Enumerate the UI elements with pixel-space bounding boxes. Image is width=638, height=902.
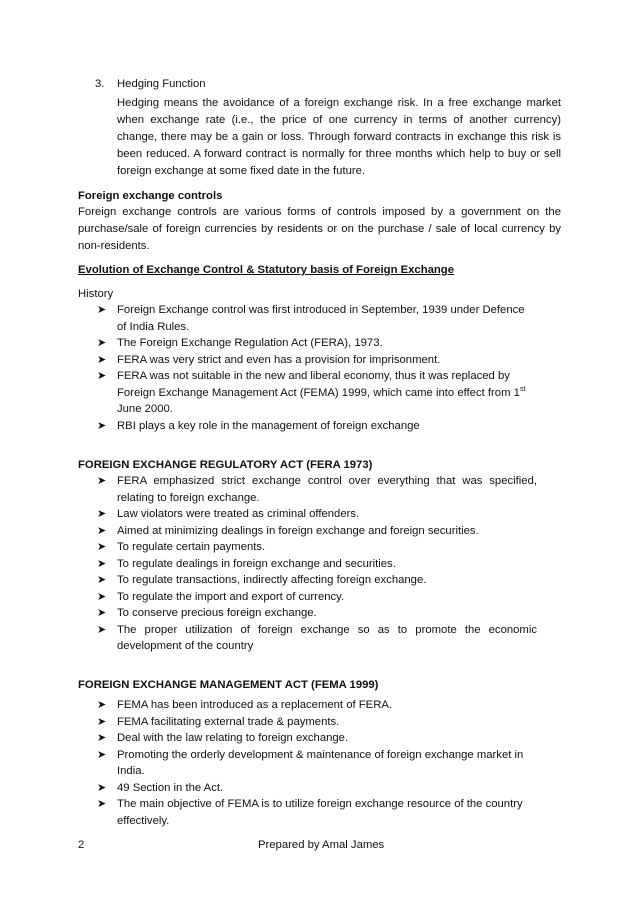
history-list — [97, 302, 537, 434]
arrow-bullet-icon: ➤ — [97, 732, 107, 744]
arrow-bullet-icon: ➤ — [97, 508, 107, 520]
list-item: ➤ Law violators were treated as criminal offenders. — [97, 506, 537, 523]
arrow-bullet-icon: ➤ — [97, 524, 107, 537]
arrow-bullet-icon: ➤ — [97, 541, 107, 553]
history-label: History — [78, 288, 114, 300]
item-number: 3. — [95, 78, 105, 90]
list-item: ➤ To regulate dealings in foreign exchange and securities. — [97, 556, 537, 573]
fera-heading: FOREIGN EXCHANGE REGULATORY ACT (FERA 1973) — [78, 459, 373, 471]
list-item: ➤ To regulate transactions, indirectly affecting foreign exchange. — [97, 572, 537, 589]
arrow-bullet-icon: ➤ — [97, 781, 107, 794]
list-item: ➤ Aimed at minimizing dealings in foreign exchange and foreign securities. — [97, 523, 537, 540]
arrow-bullet-icon: ➤ — [97, 748, 107, 761]
arrow-bullet-icon: ➤ — [97, 590, 107, 603]
arrow-bullet-icon: ➤ — [97, 304, 107, 316]
arrow-bullet-icon: ➤ — [97, 715, 107, 728]
list-item: ➤ To regulate the import and export of currency. — [97, 589, 537, 606]
effective-date: 1st June 2000. — [117, 385, 526, 415]
list-item: ➤ The main objective of FEMA is to utilize foreign exchange resource of the country effectively. — [97, 798, 523, 827]
controls-text: Foreign exchange controls are various forms of controls imposed by a government on the purchase/sale of foreign currencies by residents or on the purchase / sale of local currency by non-residents. — [78, 206, 561, 252]
list-item: ➤ FEMA has been introduced as a replacement of FERA. — [97, 697, 537, 714]
arrow-bullet-icon: ➤ — [97, 419, 107, 432]
arrow-bullet-icon: ➤ — [97, 607, 107, 619]
hedging-text: Hedging means the avoidance of a foreign exchange risk. In a free exchange market when exchange rate (i.e., the price of one currency in terms of another currency) change, there may be a gain or loss. Through forward contracts in exchange this risk is been reduced. A forward contract is normally for three months which help to buy or sell foreign exchange at some fixed date in the future. — [117, 97, 561, 177]
list-item: ➤ FERA emphasized strict exchange control over everything that was specified, relating to foreign exchange. — [97, 475, 537, 504]
arrow-bullet-icon: ➤ — [97, 798, 107, 810]
fema-list — [97, 697, 537, 829]
fema-heading: FOREIGN EXCHANGE MANAGEMENT ACT (FEMA 1999) — [78, 679, 379, 691]
arrow-bullet-icon: ➤ — [97, 557, 107, 570]
arrow-bullet-icon: ➤ — [97, 370, 107, 382]
evolution-heading: Evolution of Exchange Control & Statutory basis of Foreign Exchange — [78, 264, 454, 276]
list-item: ➤ RBI plays a key role in the management of foreign exchange — [97, 418, 537, 435]
fera-list — [97, 473, 537, 655]
list-item: ➤ To conserve precious foreign exchange. — [97, 605, 537, 622]
list-item: ➤ FERA was not suitable in the new and liberal economy, thus it was replaced by Foreign Exchange Management Act (FEMA) 1999, which came into effect from 1st June 2000. — [97, 370, 526, 415]
arrow-bullet-icon: ➤ — [97, 353, 107, 366]
list-item: ➤ FEMA facilitating external trade & payments. — [97, 714, 537, 731]
list-item: ➤ The proper utilization of foreign exchange so as to promote the economic development of the country — [97, 623, 537, 652]
list-item: ➤ 49 Section in the Act. — [97, 780, 537, 797]
page-number: 2 — [78, 839, 85, 851]
list-item: ➤ FERA was very strict and even has a provision for imprisonment. — [97, 352, 537, 369]
list-item: ➤ To regulate certain payments. — [97, 539, 537, 556]
item-title: Hedging Function — [117, 78, 206, 90]
list-item: ➤ Promoting the orderly development & maintenance of foreign exchange market in India. — [97, 748, 524, 777]
list-item: ➤ Deal with the law relating to foreign exchange. — [97, 730, 537, 747]
footer-credit: Prepared by Amal James — [258, 839, 385, 851]
controls-heading: Foreign exchange controls — [78, 190, 223, 202]
arrow-bullet-icon: ➤ — [97, 337, 107, 349]
arrow-bullet-icon: ➤ — [97, 574, 107, 586]
arrow-bullet-icon: ➤ — [97, 475, 107, 487]
arrow-bullet-icon: ➤ — [97, 699, 107, 711]
list-item: ➤ Foreign Exchange control was first introduced in September, 1939 under Defence of India Rules. — [97, 304, 525, 333]
arrow-bullet-icon: ➤ — [97, 623, 107, 636]
list-item: ➤ The Foreign Exchange Regulation Act (FERA), 1973. — [97, 335, 537, 352]
